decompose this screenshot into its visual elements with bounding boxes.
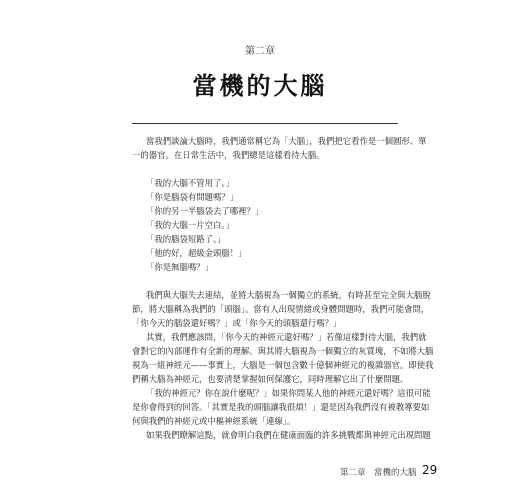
body-line: 視為一組神經元——事實上，大腦是一個包含數十億個神經元的複雜器官。即使我 [132,360,434,370]
body-line: 我們與大腦失去連結，並將大腦視為一個獨立的系統，有時甚至完全與大腦脫 [146,290,431,300]
quote-line: 「你是無腦嗎？」 [146,262,213,272]
quote-line: 「我的腦袋短路了。」 [146,234,226,244]
body-line: 節，將大腦稱為我們的「頭腦」。當有人出現情緒或身體問題時，我們可能會問， [132,304,430,314]
running-footer: 第二章 當機的大腦 [340,468,417,478]
body-line: 何與我們的神經元或中樞神經系統「連線」。 [132,416,296,426]
quote-line: 「你是腦袋有問題嗎？」 [146,192,239,202]
chapter-label: 第二章 [245,46,275,57]
body-line: 如果我們瞭解這點，就會明白我們在健康面臨的許多挑戰都與神經元出現問題 [146,430,431,440]
body-line: 其實，我們應該問，「你今天的神經元還好嗎？」若像這樣對待大腦，我們就 [146,332,427,342]
body-line: 們稱大腦為神經元，也要清楚掌握如何保護它，同時理解它出了什麼問題。 [132,374,409,384]
title-divider [132,123,398,124]
body-line: 一的器官。在日常生活中，我們總是這樣看待大腦。 [132,150,325,160]
quote-line: 「我的大腦一片空白。」 [146,220,234,230]
body-line: 「我的神經元？你在說什麼呢？」如果你問某人他的神經元還好嗎？這很可能 [146,388,431,398]
body-line: 會對它的內部運作有全新的理解。與其將大腦視為一個獨立的灰質塊，不如將大腦 [132,346,434,356]
quote-line: 「我的大腦不管用了。」 [146,178,234,188]
quote-line: 「他的好，超級金頭腦！」 [146,248,247,258]
body-line: 當我們談論大腦時，我們通常稱它為「大腦」，我們把它看作是一個圓形、單 [146,136,427,146]
body-line: 「你今天的腦袋還好嗎？」或「你今天的頭腦還行嗎？」 [132,318,342,328]
page-title: 當機的大腦 [192,71,328,100]
quote-line: 「你的另一半腦袋去了哪裡？」 [146,206,264,216]
page-number: 29 [422,463,438,477]
body-line: 是你會得到的回答。「其實是我的頭腦讓我很煩！」還是因為我們沒有被教導要如 [132,402,430,412]
